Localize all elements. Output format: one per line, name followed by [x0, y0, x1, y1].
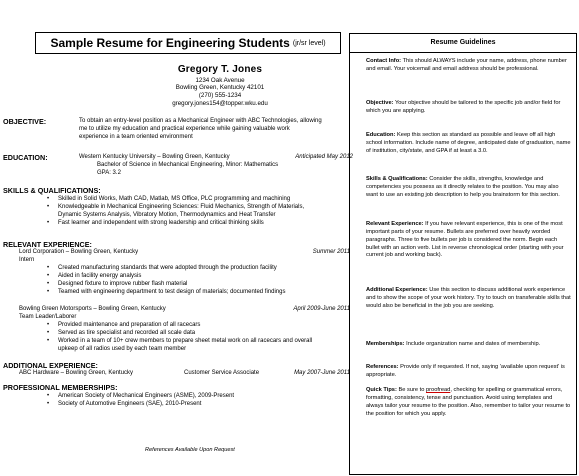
- resume-title-level: (jr/sr level): [292, 39, 326, 47]
- education-degree: Bachelor of Science in Mechanical Engineering, Minor: Mathematics: [97, 161, 279, 168]
- education-text: [79, 154, 278, 178]
- guideline-objective: [366, 100, 571, 116]
- objective-heading: OBJECTIVE:: [3, 117, 47, 126]
- job1-employer: Lord Corporation – Bowling Green, Kentucky: [19, 249, 139, 255]
- address-line-2: Bowling Green, Kentucky 42101: [175, 84, 265, 92]
- guideline-heading: References:: [366, 364, 399, 370]
- duty-item: • Created manufacturing standards that were adopted through the production facility: [44, 265, 344, 273]
- resume-title: Sample Resume for Engineering Students: [50, 36, 290, 50]
- education-heading: EDUCATION:: [3, 153, 48, 162]
- duty-item: • Designed fixture to improve rubber flash material: [44, 281, 344, 289]
- duty-item: • Teamed with engineering department to test design of materials; documented findings: [44, 289, 344, 297]
- objective-line: me to utilize my education and practical experience while gaining valuable work: [79, 125, 290, 132]
- email-address: gregory.jones154@topper.wku.edu: [172, 99, 268, 107]
- guideline-text: This should ALWAYS include your name, address, phone number and email. Your voicemail and email address should be professional.: [366, 58, 567, 72]
- membership-item: • Society of Automotive Engineers (SAE), 2010-Present: [44, 401, 344, 409]
- guideline-references: [366, 364, 571, 380]
- guideline-heading: Skills & Qualifications:: [366, 176, 428, 182]
- job2-title: Team Leader/Laborer: [19, 314, 77, 320]
- job1-title: Intern: [19, 257, 35, 263]
- resume-header: [120, 64, 320, 108]
- guideline-text: , checking for spelling or grammatical errors, formatting, consistency, tense and punctuation. Avoid using templates and always tailor your resume to the position. Also, remember to tailor your resume to the position for which you apply.: [366, 387, 571, 417]
- address-line-1: 1234 Oak Avenue: [195, 76, 245, 84]
- guidelines-divider: [350, 52, 576, 53]
- guideline-text: Include organization name and dates of membership.: [406, 341, 541, 347]
- guideline-quick-tips: [366, 387, 571, 418]
- proofread-link[interactable]: proofread: [425, 387, 451, 393]
- skills-list: [44, 196, 344, 228]
- memberships-list: [44, 393, 344, 409]
- objective-text: [79, 118, 322, 142]
- additional-employer: ABC Hardware – Bowling Green, Kentucky: [19, 370, 134, 376]
- experience-heading: RELEVANT EXPERIENCE:: [3, 240, 92, 249]
- job1-date: Summer 2011: [312, 249, 350, 255]
- guideline-education: [366, 132, 571, 156]
- candidate-name: Gregory T. Jones: [177, 64, 263, 75]
- objective-line: experience in a team oriented environment: [79, 133, 193, 140]
- additional-date: May 2007-June 2011: [294, 370, 350, 376]
- guideline-skills: [366, 176, 571, 200]
- duty-item: • Worked in a team of 10+ crew members to prepare sheet metal work on all racecars and overall: [44, 338, 354, 346]
- guideline-heading: Quick Tips:: [366, 387, 397, 393]
- job2-duties: [44, 322, 354, 354]
- skill-item: • Fast learner and independent with strong leadership and critical thinking skills: [44, 220, 344, 228]
- guideline-relevant: [366, 221, 571, 260]
- guideline-text: If you have relevant experience, this is one of the most important parts of your resume. Bullets are preferred over heavily worded paragraphs. Three to five bullets per job is considered the norm. Begin each bullet with an action verb. List in reverse chronological order (starting with your current job and working back).: [366, 221, 564, 259]
- job1-duties: [44, 265, 344, 297]
- skill-item: Dynamic Systems Analysis, Vibratory Motion, Thermodynamics and Heat Transfer: [58, 211, 276, 218]
- skills-heading: SKILLS & QUALIFICATIONS:: [3, 186, 101, 195]
- guidelines-title: Resume Guidelines: [430, 39, 496, 46]
- guideline-contact: [366, 58, 571, 74]
- additional-role: Customer Service Associate: [184, 370, 260, 376]
- duty-item: • Served as tire specialist and recorded all scale data: [44, 330, 354, 338]
- guideline-heading: Additional Experience:: [366, 287, 428, 293]
- membership-item: • American Society of Mechanical Engineers (ASME), 2009-Present: [44, 393, 344, 401]
- guideline-heading: Objective:: [366, 100, 394, 106]
- guideline-heading: Education:: [366, 132, 396, 138]
- duty-item: • Provided maintenance and preparation of all racecars: [44, 322, 354, 330]
- skill-item: • Skilled in Solid Works, Math CAD, Matlab, MS Office, PLC programming and machining: [44, 196, 344, 204]
- guideline-text: Use this section to discuss additional work experience and to show the scope of your work history. Try to touch on transferable skills that would also be beneficial in the job you are seeking.: [366, 287, 571, 309]
- references-note: References Available Upon Request: [145, 447, 235, 453]
- education-date: Anticipated May 2012: [295, 154, 353, 160]
- duty-item: upkeep of all radios used by each team member: [58, 345, 187, 352]
- resume-guidelines-panel: [349, 33, 577, 475]
- education-school: Western Kentucky University – Bowling Green, Kentucky: [79, 154, 230, 160]
- phone-number: (270) 555-1234: [198, 92, 242, 99]
- guideline-text: Your objective should be tailored to the specific job and/or field for which you are applying.: [366, 100, 561, 114]
- guideline-text: Be sure to: [398, 387, 426, 393]
- guideline-memberships: [366, 341, 571, 349]
- guideline-text: Consider the skills, strengths, knowledge and competencies you possess as it directly relates to the position. You may also want to use an existing job description to help you brainstorm for this section.: [366, 176, 560, 198]
- duty-item: • Aided in facility energy analysis: [44, 273, 344, 281]
- additional-heading: ADDITIONAL EXPERIENCE:: [3, 361, 98, 370]
- guideline-heading: Memberships:: [366, 341, 405, 347]
- guideline-heading: Relevant Experience:: [366, 221, 424, 227]
- objective-line: To obtain an entry-level position as a Mechanical Engineer with ABC Technologies, allowing: [79, 118, 322, 124]
- guideline-heading: Contact Info:: [366, 58, 402, 64]
- guideline-text: Keep this section as standard as possible and leave off all high school information. Include name of degree, anticipated date of graduation, name of institution, city/state, and GPA if at least a 3.0.: [366, 132, 571, 154]
- memberships-heading: PROFESSIONAL MEMBERSHIPS:: [3, 383, 118, 392]
- resume-title-box: [35, 32, 341, 54]
- job2-date: April 2009-June 2011: [293, 306, 350, 312]
- guideline-text: Provide only if requested. If not, saying 'available upon request' is appropriate.: [366, 364, 565, 378]
- skill-item: • Knowledgeable in Mechanical Engineering Sciences: Fluid Mechanics, Strength of Materials,: [44, 204, 344, 212]
- education-gpa: GPA: 3.2: [97, 169, 121, 176]
- job2-employer: Bowling Green Motorsports – Bowling Green, Kentucky: [19, 306, 166, 312]
- guideline-additional: [366, 287, 571, 311]
